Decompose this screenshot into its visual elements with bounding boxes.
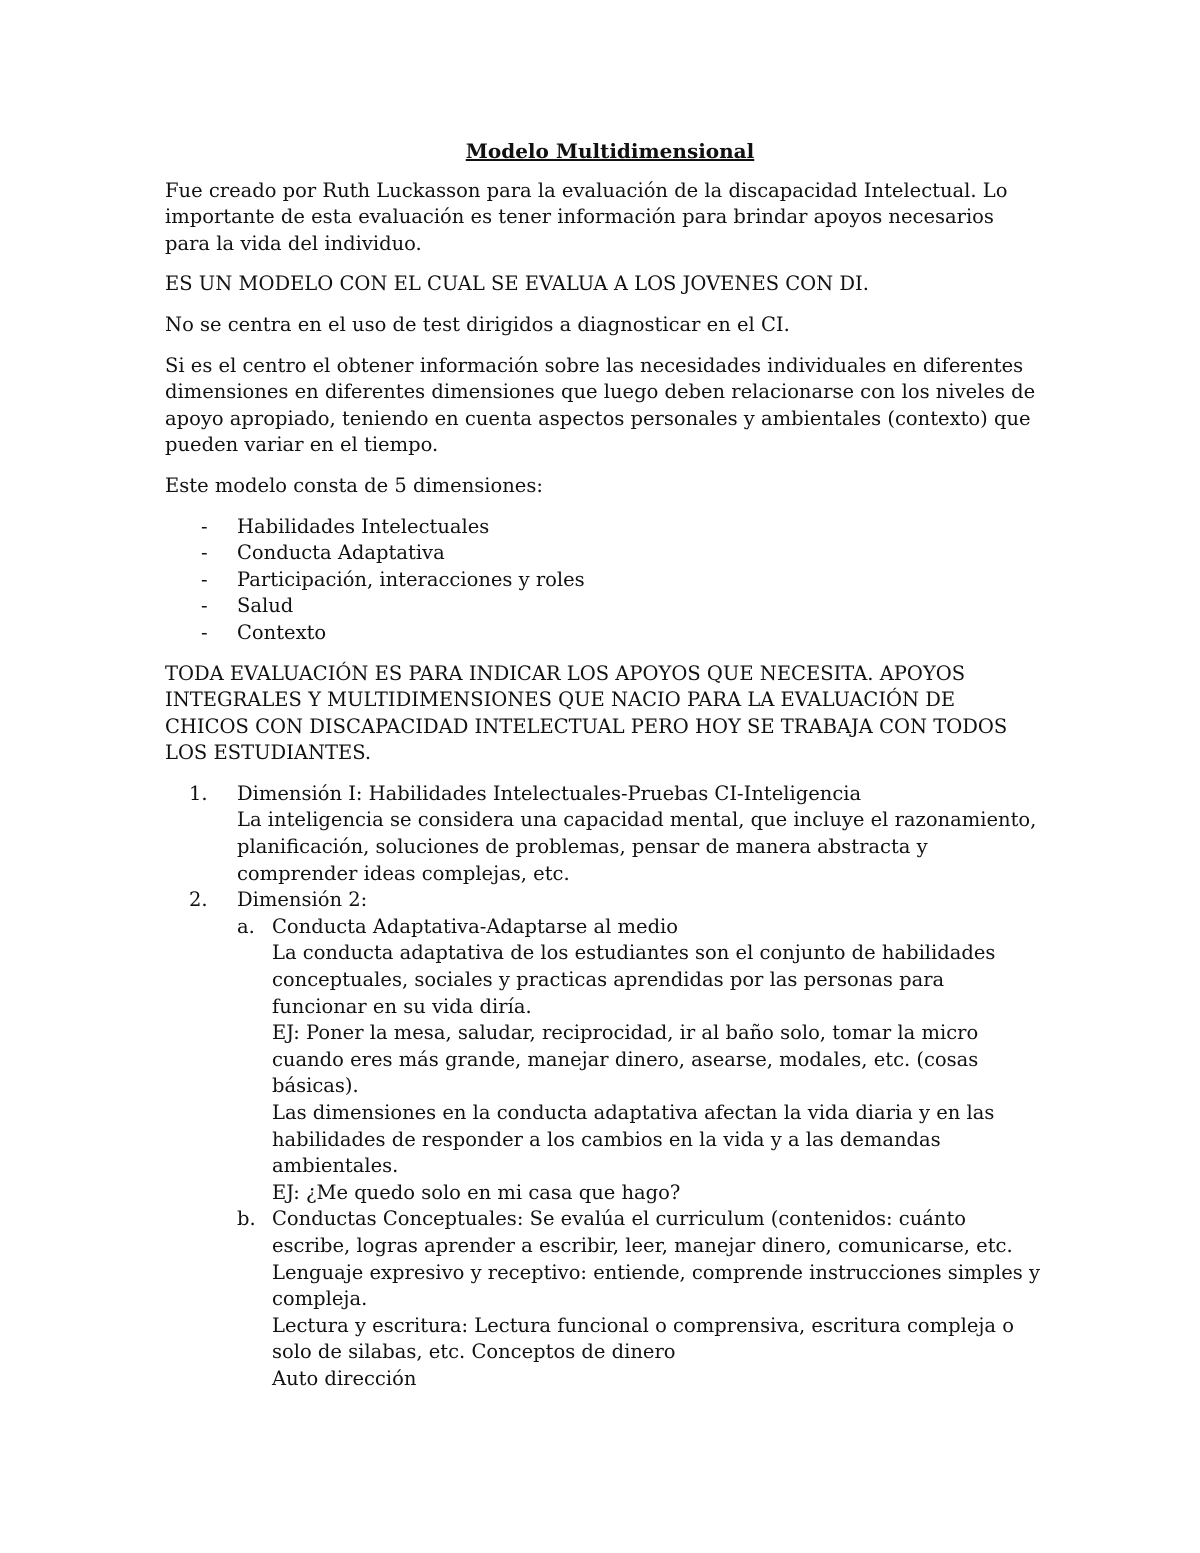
sub-item-line: Lenguaje expresivo y receptivo: entiende, comprende instrucciones simples y compleja. xyxy=(272,1260,1041,1311)
document-title: Modelo Multidimensional xyxy=(465,139,755,163)
list-item: - Salud xyxy=(165,593,1045,620)
sub-item-line: EJ: ¿Me quedo solo en mi casa que hago? xyxy=(272,1180,681,1204)
sub-item-line: Conductas Conceptuales: Se evalúa el curriculum (contenidos: cuánto escribe, logras aprender a escribir, leer, manejar dinero, comunicarse, etc. xyxy=(272,1207,1013,1257)
sub-item-line: La conducta adaptativa de los estudiantes son el conjunto de habilidades conceptuales, sociales y practicas aprendidas por las personas para funcionar en su vida diría. xyxy=(272,941,996,1018)
item-number: 1. xyxy=(189,781,208,805)
numbered-list xyxy=(165,781,1045,1393)
sub-item-line: Las dimensiones en la conducta adaptativa afectan la vida diaria y en las habilidades de responder a los cambios en la vida y a las demandas ambientales. xyxy=(272,1101,995,1178)
sub-item-letter: a. xyxy=(237,914,255,938)
dimensions-intro: Este modelo consta de 5 dimensiones: xyxy=(165,473,543,497)
sub-item-a xyxy=(237,914,1045,1207)
sub-item-line: EJ: Poner la mesa, saludar, reciprocidad, ir al baño solo, tomar la micro cuando eres más grande, manejar dinero, asearse, modales, etc. (cosas básicas). xyxy=(272,1021,979,1098)
caps-statement-paragraph: ES UN MODELO CON EL CUAL SE EVALUA A LOS JOVENES CON DI. xyxy=(165,272,869,296)
item-body: La inteligencia se considera una capacidad mental, que incluye el razonamiento, planificación, soluciones de problemas, pensar de manera abstracta y comprender ideas complejas, etc. xyxy=(237,808,1037,885)
item-heading: Dimensión I: Habilidades Intelectuales-Pruebas CI-Inteligencia xyxy=(237,781,862,805)
intro-paragraph: Fue creado por Ruth Luckasson para la evaluación de la discapacidad Intelectual. Lo importante de esta evaluación es tener información para brindar apoyos necesarios para la vida del individuo. xyxy=(165,178,1008,255)
list-item: - Contexto xyxy=(165,620,1045,647)
document-page xyxy=(165,138,1045,1393)
sub-item-letter: b. xyxy=(237,1207,256,1231)
needs-paragraph: Si es el centro el obtener información sobre las necesidades individuales en diferentes dimensiones en diferentes dimensiones que luego deben relacionarse con los niveles de apoyo apropiado, teniendo en cuenta aspectos personales y ambientales (contexto) que pueden variar en el tiempo. xyxy=(165,353,1036,457)
sub-item-line: Conducta Adaptativa-Adaptarse al medio xyxy=(272,914,679,938)
numbered-item-2 xyxy=(165,887,1045,1392)
ci-paragraph: No se centra en el uso de test dirigidos a diagnosticar en el CI. xyxy=(165,312,790,336)
item-number: 2. xyxy=(189,888,208,912)
list-item: - Habilidades Intelectuales xyxy=(165,514,1045,541)
dimensions-list xyxy=(165,514,1045,647)
list-item: - Conducta Adaptativa xyxy=(165,540,1045,567)
numbered-item-1 xyxy=(165,781,1045,887)
list-item: - Participación, interacciones y roles xyxy=(165,567,1045,594)
item-heading: Dimensión 2: xyxy=(237,888,368,912)
caps-paragraph: TODA EVALUACIÓN ES PARA INDICAR LOS APOYOS QUE NECESITA. APOYOS INTEGRALES Y MULTIDIMENSIONES QUE NACIO PARA LA EVALUACIÓN DE CHICOS CON DISCAPACIDAD INTELECTUAL PERO HOY SE TRABAJA CON TODOS LOS ESTUDIANTES. xyxy=(165,661,1008,765)
sub-item-line: Auto dirección xyxy=(272,1366,417,1390)
sub-item-line: Lectura y escritura: Lectura funcional o comprensiva, escritura compleja o solo de silabas, etc. Conceptos de dinero xyxy=(272,1313,1014,1364)
sub-item-b xyxy=(237,1206,1045,1392)
